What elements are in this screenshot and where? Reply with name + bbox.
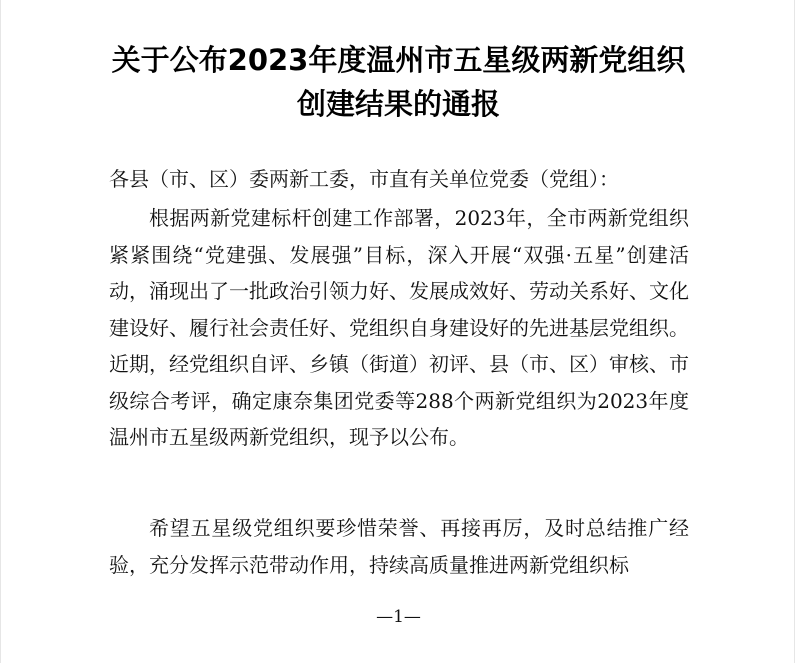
- body-paragraph-1: 根据两新党建标杆创建工作部署，2023年，全市两新党组织紧紧围绕“党建强、发展强”目标，深入开展“双强·五星”创建活动，涌现出了一批政治引领力好、发展成效好、劳动关系好、文化建设好、履行社会责任好、党组织自身建设好的先进基层党组织。近期，经党组织自评、乡镇（街道）初评、县（市、区）审核、市级综合考评，确定康奈集团党委等288个两新党组织为2023年度温州市五星级两新党组织，现予以公布。: [109, 206, 689, 449]
- salutation: 各县（市、区）委两新工委，市直有关单位党委（党组）：: [109, 167, 619, 191]
- document-title-line-2: 创建结果的通报: [296, 87, 500, 121]
- body-paragraph-2: 希望五星级党组织要珍惜荣誉、再接再厉，及时总结推广经验，充分发挥示范带动作用，持续高质量推进两新党组织标: [109, 516, 689, 577]
- page-number: —1—: [376, 607, 421, 627]
- document-title-line-1: 关于公布2023年度温州市五星级两新党组织: [111, 43, 686, 77]
